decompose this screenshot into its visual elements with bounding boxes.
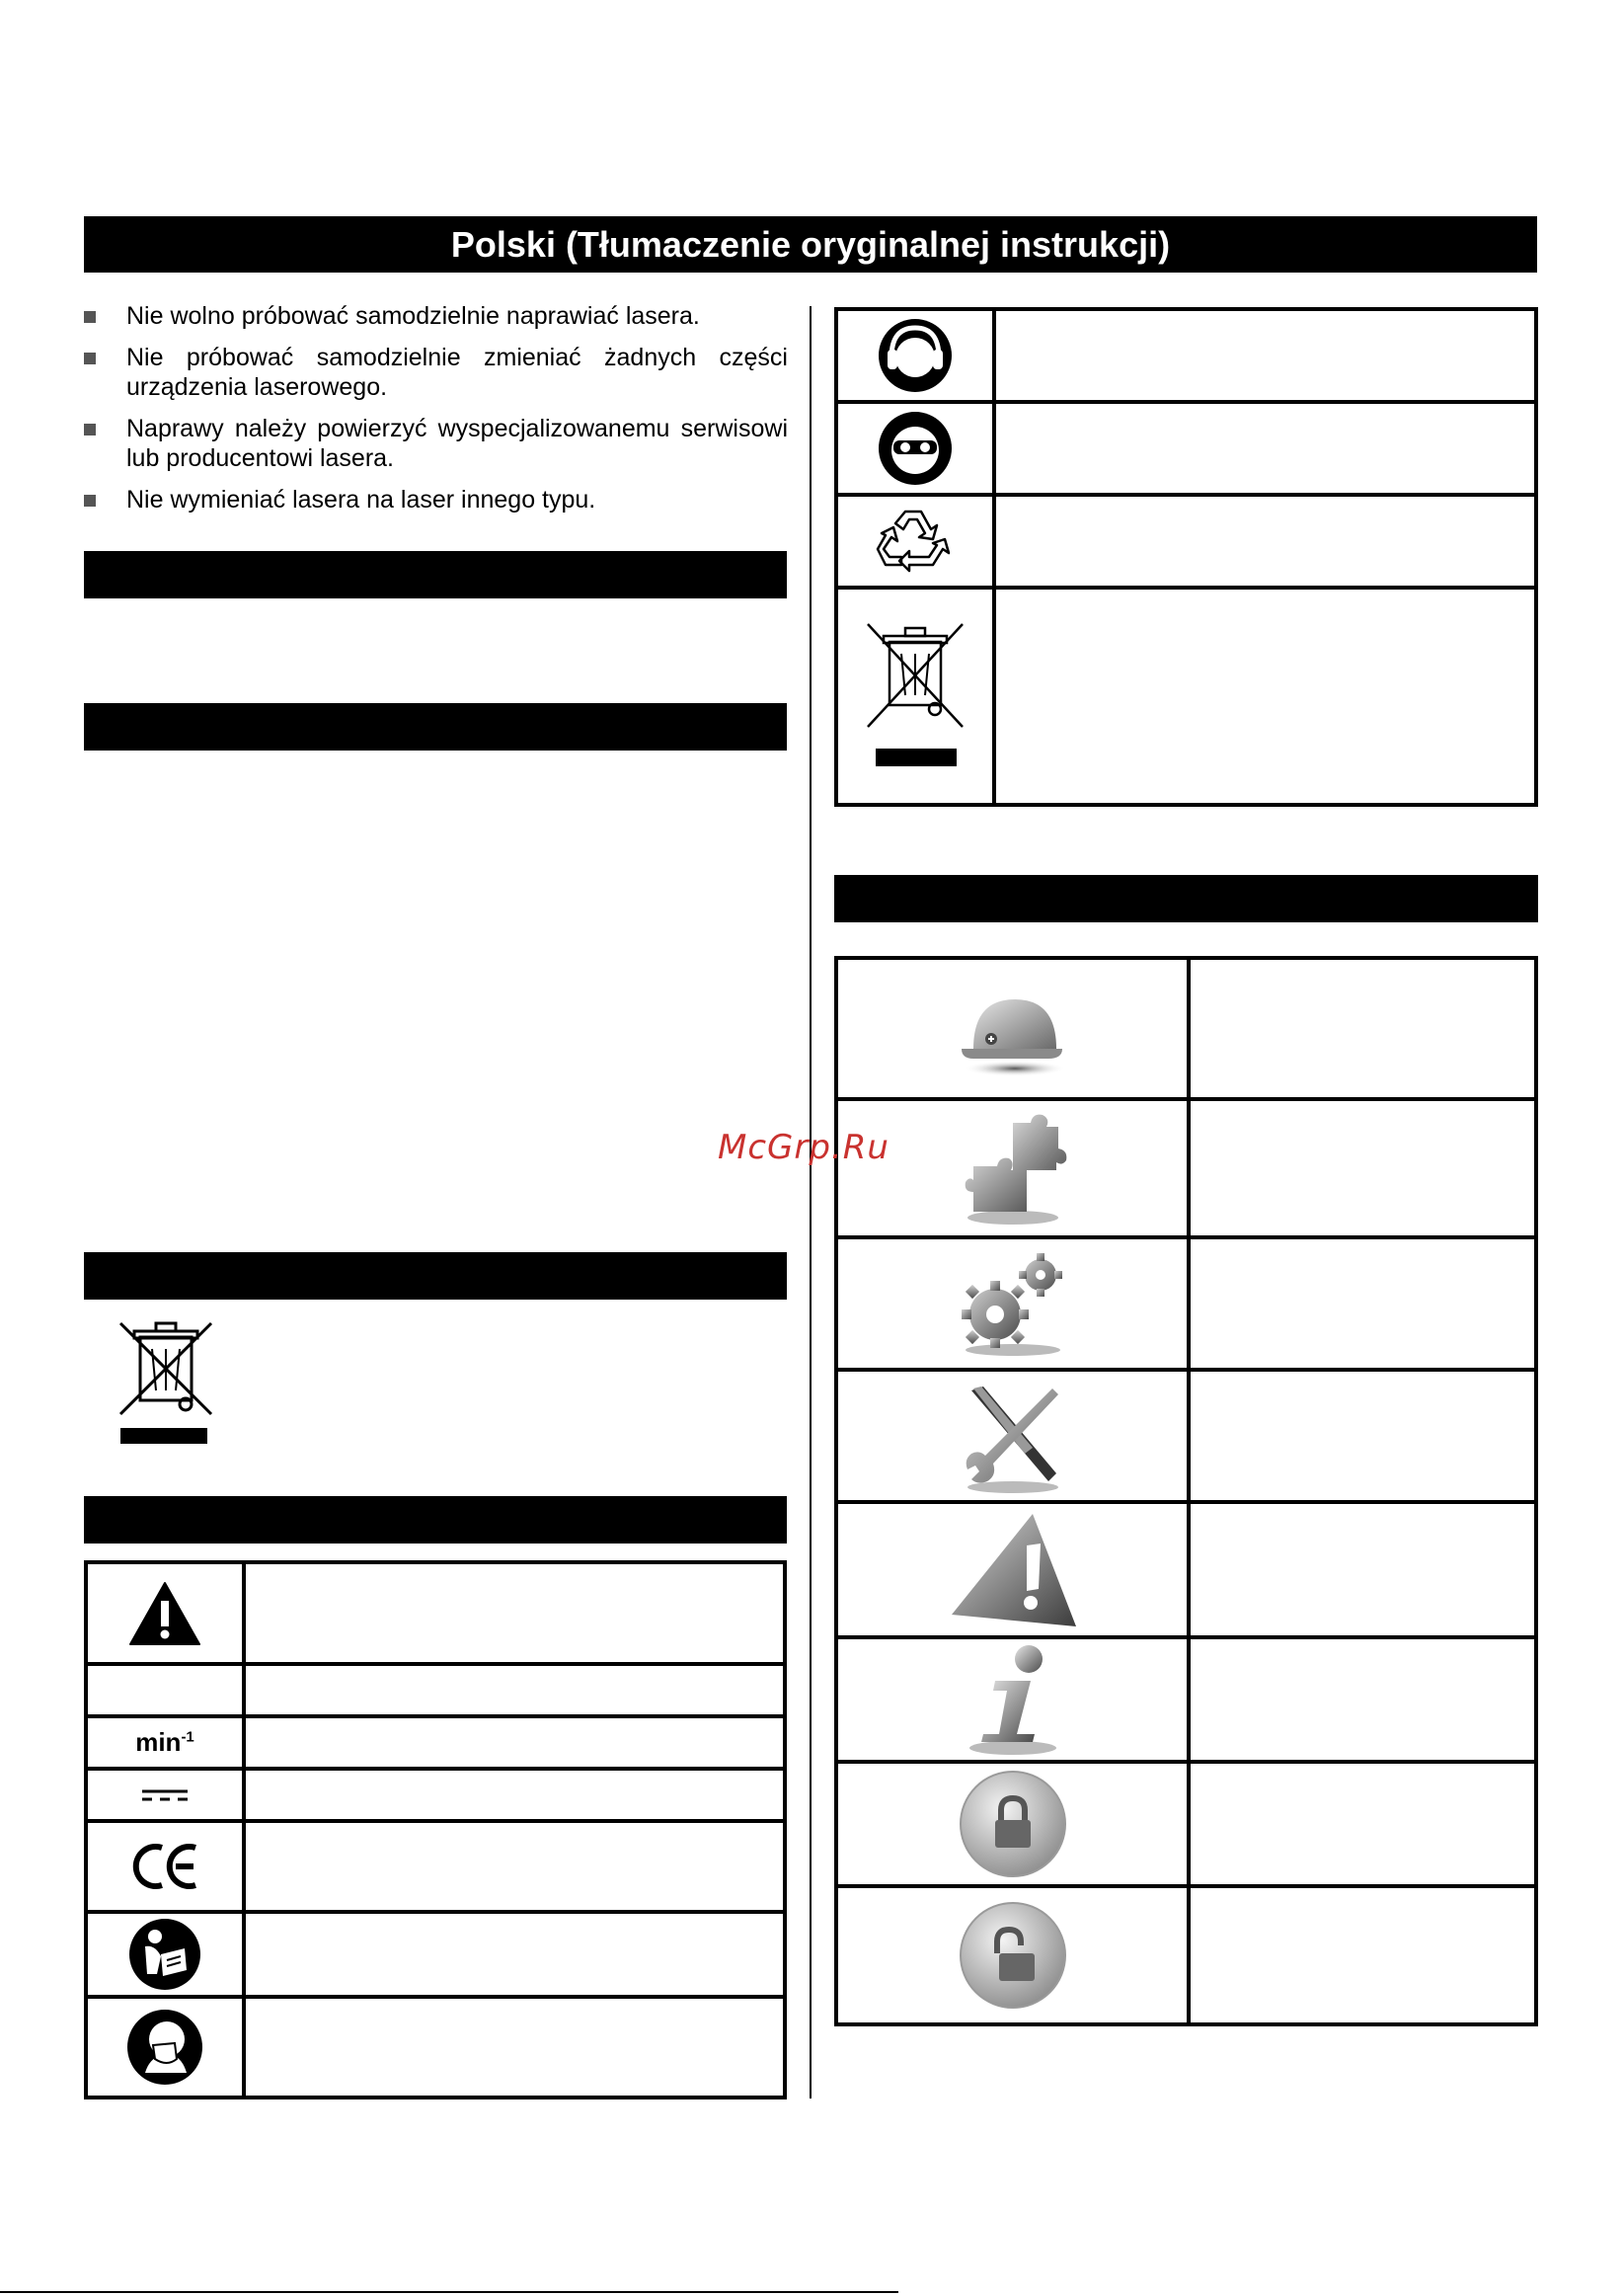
table-row	[86, 1769, 785, 1821]
table-row	[836, 309, 1536, 402]
table-row	[836, 1370, 1536, 1502]
table-row	[836, 1237, 1536, 1370]
table-row	[836, 402, 1536, 495]
section-header-bar	[84, 1496, 787, 1544]
column-divider	[810, 306, 812, 2098]
table-row	[836, 1762, 1536, 1886]
weee-bin-icon	[866, 622, 965, 770]
weee-bin-icon	[116, 1319, 215, 1451]
dust-mask-icon	[125, 2008, 204, 2087]
list-item: Nie próbować samodzielnie zmieniać żadnych części urządzenia laserowego.	[84, 343, 788, 402]
gears-icon	[954, 1249, 1072, 1358]
safety-bullet-list	[84, 301, 788, 526]
section-header-bar	[834, 875, 1538, 922]
protection-symbols-table	[834, 307, 1538, 807]
ear-protection-icon	[878, 318, 953, 393]
rpm-label: $\min^{-1}$	[135, 1727, 194, 1757]
read-manual-icon	[127, 1917, 202, 1992]
padlock-open-icon	[958, 1900, 1068, 2011]
symbols-table	[84, 1560, 787, 2099]
watermark-text: McGrp.Ru	[718, 1128, 889, 1167]
bullet-square-icon	[84, 311, 96, 323]
bullet-square-icon	[84, 353, 96, 364]
bullet-square-icon	[84, 424, 96, 435]
padlock-closed-icon	[958, 1769, 1068, 1879]
eye-protection-icon	[878, 411, 953, 486]
puzzle-pieces-icon	[954, 1109, 1072, 1227]
table-row	[836, 495, 1536, 588]
list-item: Nie wymieniać lasera na laser innego typu.	[84, 485, 788, 515]
tools-icon	[954, 1377, 1072, 1495]
section-header-bar	[84, 551, 787, 598]
recycle-icon	[876, 504, 955, 579]
icon-legend-table	[834, 956, 1538, 2026]
table-row	[836, 1637, 1536, 1762]
table-row	[86, 1912, 785, 1997]
caution-sign-icon	[944, 1510, 1082, 1630]
section-header-bar	[84, 703, 787, 751]
page-title: Polski (Tłumaczenie oryginalnej instrukcji)	[84, 216, 1537, 273]
section-header-bar	[84, 1252, 787, 1300]
bullet-square-icon	[84, 495, 96, 507]
table-row	[836, 958, 1536, 1099]
table-row	[836, 588, 1536, 805]
warning-triangle-icon	[128, 1581, 201, 1646]
dc-current-icon	[140, 1787, 190, 1803]
table-row	[836, 1099, 1536, 1237]
table-row	[86, 1821, 785, 1912]
table-row	[836, 1886, 1536, 2024]
hard-hat-icon	[954, 980, 1072, 1078]
footer-rule	[0, 2291, 898, 2293]
info-icon	[954, 1641, 1072, 1758]
table-row	[86, 1997, 785, 2098]
table-row	[86, 1716, 785, 1769]
table-row	[86, 1562, 785, 1664]
ce-mark-icon	[130, 1842, 199, 1891]
table-row	[86, 1664, 785, 1716]
list-item: Naprawy należy powierzyć wyspecjalizowanemu serwisowi lub producentowi lasera.	[84, 414, 788, 473]
table-row	[836, 1502, 1536, 1637]
list-item: Nie wolno próbować samodzielnie naprawiać lasera.	[84, 301, 788, 331]
